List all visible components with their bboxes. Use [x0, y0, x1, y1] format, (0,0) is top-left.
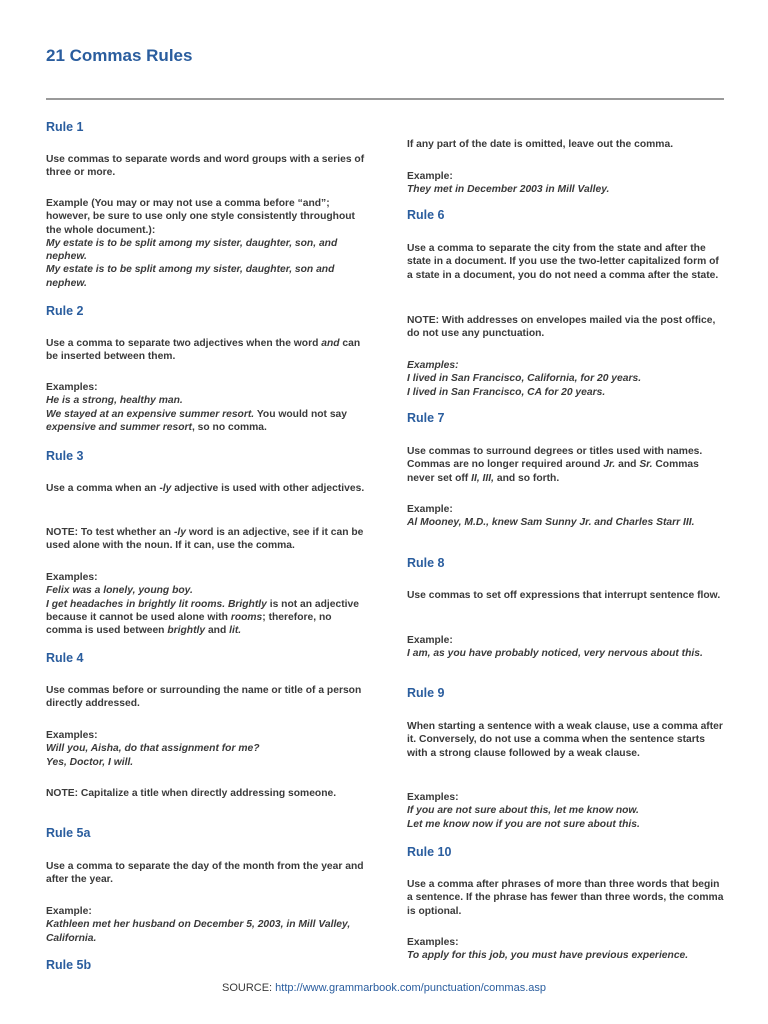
rule-7-text-italic-3: II, III,	[471, 472, 494, 484]
rule-4-heading: Rule 4	[46, 651, 84, 665]
rule-7-text-italic-2: Sr.	[639, 459, 653, 471]
source-link[interactable]: http://www.grammarbook.com/punctuation/commas.asp	[275, 982, 547, 994]
rule-2-example-2-a: You would not say	[254, 408, 348, 420]
rule-3-text-italic: -ly	[159, 483, 172, 494]
rule-4-examples-label: Examples:	[46, 730, 98, 741]
rule-8-examples-label: Example:	[407, 635, 453, 646]
rule-3-heading: Rule 3	[46, 449, 84, 463]
rule-2-text-b: can be inserted between them.	[46, 338, 361, 363]
rule-2-example-2-italic: expensive and summer resort	[46, 421, 192, 433]
rule-1-example-1: My estate is to be split among my sister, daughter, son, and nephew.	[46, 237, 338, 263]
rule-10-examples-label: Examples:	[407, 937, 459, 948]
rule-3-note	[46, 526, 366, 553]
rule-9-example-2: Let me know now if you are not sure about this.	[407, 818, 640, 830]
rule-2-example-1: He is a strong, healthy man.	[46, 395, 183, 407]
rule-6-example-2: I lived in San Francisco, CA for 20 years.	[407, 386, 606, 398]
rule-5b-example-1: They met in December 2003 in Mill Valley.	[407, 184, 610, 196]
rule-5b-text: If any part of the date is omitted, leave out the comma.	[407, 139, 674, 150]
rule-7-examples-label: Example:	[407, 504, 453, 515]
rule-2-examples	[46, 381, 366, 434]
rule-7-text-c: Commas never set off	[407, 459, 699, 484]
rule-7-heading: Rule 7	[407, 411, 445, 425]
rule-3-example-2-italic-2: brightly	[167, 625, 206, 637]
rule-5b-examples	[407, 170, 727, 197]
rule-2-heading: Rule 2	[46, 304, 84, 318]
rule-3-text-a: Use a comma when an	[46, 483, 160, 494]
rule-3-note-a: NOTE: To test whether an	[46, 527, 174, 538]
rule-7-example-1: Al Mooney, M.D., knew Sam Sunny Jr. and Charles Starr III.	[407, 517, 695, 529]
rule-3-text	[46, 482, 366, 495]
rule-3-example-2-c: and	[205, 625, 230, 637]
rule-1-text: Use commas to separate words and word groups with a series of three or more.	[46, 154, 365, 179]
rule-3-example-2-a: is not an adjective because it cannot be used alone with	[46, 598, 359, 623]
rule-5a-example-1: Kathleen met her husband on December 5, 2003, in Mill Valley, California.	[46, 919, 351, 944]
rule-2-text	[46, 337, 366, 364]
rule-10-text: Use a comma after phrases of more than three words that begin a sentence. If the phrase has fewer than three words, the comma is optional.	[407, 879, 724, 917]
rule-6-example-1: I lived in San Francisco, California, for 20 years.	[407, 373, 642, 385]
rule-2-example-2: We stayed at an expensive summer resort.	[46, 408, 255, 420]
rule-6-examples-label: Examples:	[407, 360, 459, 371]
rule-3-example-2: I get headaches in brightly lit rooms. Brightly	[46, 598, 267, 610]
rule-4-example-1: Will you, Aisha, do that assignment for me?	[46, 743, 260, 755]
title-divider	[46, 98, 724, 100]
rule-7-text-a: Use commas to surround degrees or titles used with names. Commas are no longer required around	[407, 446, 703, 471]
rule-3-note-b: word is an adjective, see if it can be used alone with the noun. If it can, use the comma.	[46, 527, 364, 552]
rule-7-text-b: and	[615, 459, 640, 471]
rule-6-examples	[407, 359, 727, 399]
rule-3-example-2-italic-3: lit.	[229, 625, 242, 637]
page-title: 21 Commas Rules	[46, 46, 193, 65]
rule-2-text-a: Use a comma to separate two adjectives when the word	[46, 338, 322, 349]
source-label: SOURCE:	[221, 982, 276, 994]
rule-8-examples	[407, 634, 727, 661]
rule-8-heading: Rule 8	[407, 556, 445, 570]
rule-10-example-1: To apply for this job, you must have previous experience.	[407, 950, 689, 962]
source-footer	[0, 982, 768, 994]
rule-4-examples	[46, 729, 366, 769]
rule-3-examples-label: Examples:	[46, 572, 98, 583]
rule-8-example-1: I am, as you have probably noticed, very nervous about this.	[407, 648, 703, 660]
rule-3-text-b: adjective is used with other adjectives.	[171, 483, 365, 494]
rule-3-example-2-b: ; therefore, no comma is used between	[46, 611, 332, 637]
rule-9-examples	[407, 791, 727, 831]
rule-5a-examples	[46, 905, 366, 945]
rule-9-heading: Rule 9	[407, 686, 445, 700]
rule-10-heading: Rule 10	[407, 845, 452, 859]
rule-3-note-italic: -ly	[173, 527, 186, 538]
rule-10-examples	[407, 936, 727, 963]
rule-2-text-italic: and	[321, 338, 340, 349]
rule-2-example-2-b: , so no comma.	[191, 421, 267, 433]
rule-1-example-2: My estate is to be split among my sister, daughter, son and nephew.	[46, 264, 335, 289]
rule-2-examples-label: Examples:	[46, 382, 98, 393]
rule-4-note: NOTE: Capitalize a title when directly addressing someone.	[46, 788, 337, 799]
rule-5b-examples-label: Example:	[407, 171, 453, 182]
rule-1-example	[46, 197, 366, 290]
rule-3-examples	[46, 571, 366, 637]
rule-1-heading: Rule 1	[46, 120, 84, 134]
rule-1-example-lead: Example (You may or may not use a comma before “and”; however, be sure to use only one style consistently throughout the whole document.):	[46, 198, 355, 236]
rule-5b-heading: Rule 5b	[46, 958, 92, 972]
rule-7-text-italic: Jr.	[603, 459, 616, 471]
rule-7-examples	[407, 503, 727, 530]
rule-5a-text: Use a comma to separate the day of the month from the year and after the year.	[46, 861, 364, 886]
rule-5a-heading: Rule 5a	[46, 826, 91, 840]
rule-7-text	[407, 445, 727, 485]
rule-5a-examples-label: Example:	[46, 906, 92, 917]
rule-8-text: Use commas to set off expressions that interrupt sentence flow.	[407, 590, 721, 601]
rule-3-example-2-italic: rooms	[230, 611, 263, 623]
rule-9-examples-label: Examples:	[407, 792, 459, 803]
rule-7-text-d: and so forth.	[493, 472, 560, 484]
rule-4-text: Use commas before or surrounding the name or title of a person directly addressed.	[46, 685, 362, 710]
rule-9-example-1: If you are not sure about this, let me know now.	[407, 805, 639, 817]
rule-9-text: When starting a sentence with a weak clause, use a comma after it. Conversely, do not use a comma when the sentence starts with a strong clause followed by a weak clause.	[407, 721, 723, 759]
rule-6-note: NOTE: With addresses on envelopes mailed via the post office, do not use any punctuation.	[407, 315, 716, 340]
rule-6-heading: Rule 6	[407, 208, 445, 222]
rule-6-text: Use a comma to separate the city from the state and after the state in a document. If you use the two-letter capitalized form of a state in a document, you do not need a comma after the state.	[407, 243, 719, 281]
rule-4-example-2: Yes, Doctor, I will.	[46, 756, 134, 768]
rule-3-example-1: Felix was a lonely, young boy.	[46, 585, 193, 597]
